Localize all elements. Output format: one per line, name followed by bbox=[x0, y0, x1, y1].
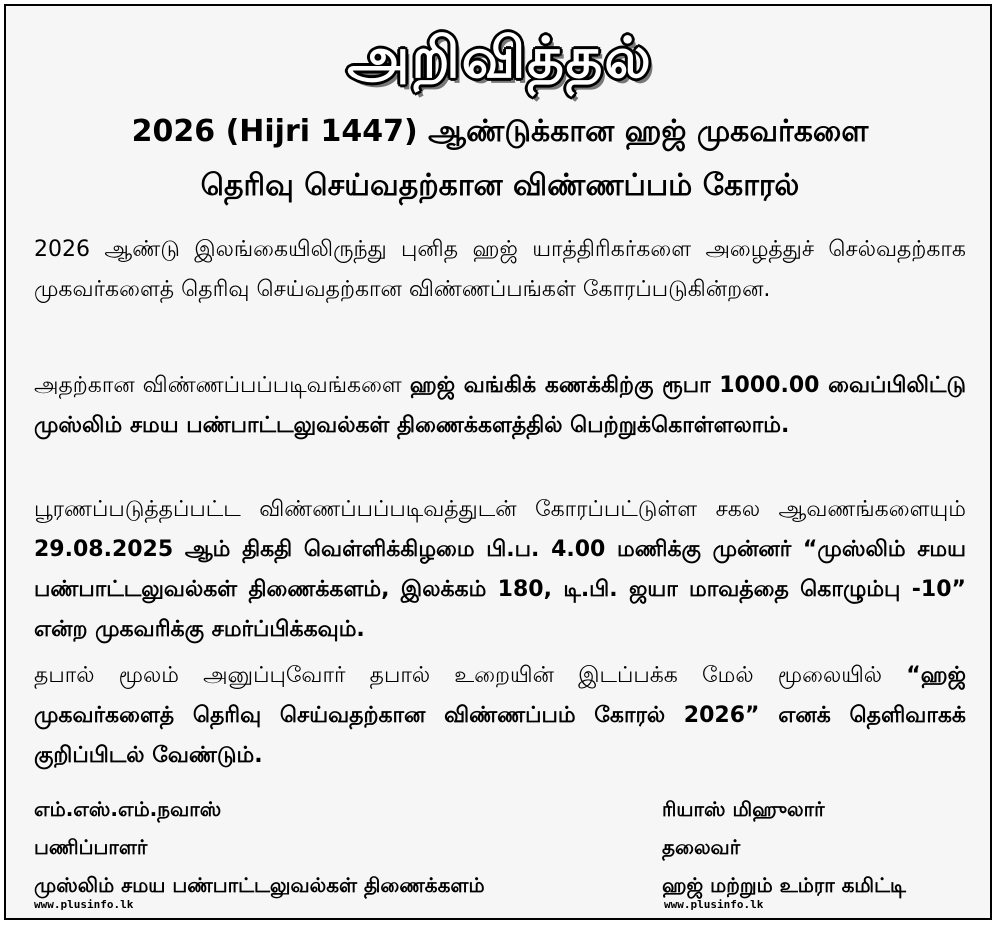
signatory-chairman bbox=[662, 790, 906, 904]
notice-title: அறிவித்தல் bbox=[347, 26, 653, 91]
signatory-chairman-org: ஹஜ் மற்றும் உம்ரா கமிட்டி bbox=[662, 873, 906, 897]
paragraph-intro: 2026 ஆண்டு இலங்கையிலிருந்து புனித ஹஜ் யாத்திரிகர்களை அழைத்துச் செல்வதற்காக முகவர்களைத் தெரிவு செய்வதற்கான விண்ணப்பங்கள் கோரப்படுகின்றன. bbox=[34, 237, 966, 302]
watermark-url-left: www.plusinfo.lk bbox=[34, 898, 134, 911]
notice-subtitle-line-1: 2026 (Hijri 1447) ஆண்டுக்கான ஹஜ் முகவர்களை bbox=[131, 114, 869, 149]
paragraph-submission bbox=[34, 490, 966, 650]
notice-subtitle-line-2: தெரிவு செய்வதற்கான விண்ணப்பம் கோரல் bbox=[200, 168, 800, 203]
paragraph-postal-text: தபால் மூலம் அனுப்புவோர் தபால் உறையின் இடப்பக்க மேல் மூலையில் bbox=[34, 663, 907, 688]
paragraph-application-forms bbox=[34, 366, 966, 446]
signatory-director-org: முஸ்லிம் சமய பண்பாட்டலுவல்கள் திணைக்களம் bbox=[34, 873, 485, 897]
signatory-chairman-role: தலைவர் bbox=[662, 835, 741, 859]
signatory-director-name: எம்.எஸ்.எம்.நவாஸ் bbox=[34, 797, 222, 821]
paragraph-application-forms-bold: ஹஜ் வங்கிக் கணக்கிற்கு ரூபா 1000.00 வைப்பிலிட்டு முஸ்லிம் சமய பண்பாட்டலுவல்கள் திணைக்களத்தில் பெற்றுக்கொள்ளலாம். bbox=[34, 373, 966, 438]
signatory-chairman-name: ரியாஸ் மிஹுலார் bbox=[662, 797, 825, 821]
paragraph-application-forms-text: அதற்கான விண்ணப்பப்படிவங்களை bbox=[34, 373, 410, 398]
paragraph-submission-bold: 29.08.2025 ஆம் திகதி வெள்ளிக்கிழமை பி.ப. 4.00 மணிக்கு முன்னர் “முஸ்லிம் சமய பண்பாட்டலுவல்கள் திணைக்களம், இலக்கம் 180, டி.பி. ஜயா மாவத்தை கொழும்பு -10” என்ற முகவரிக்கு சமர்ப்பிக்கவும். bbox=[34, 537, 966, 642]
watermark-url-right: www.plusinfo.lk bbox=[664, 898, 764, 911]
paragraph-postal-bold: “ஹஜ் முகவர்களைத் தெரிவு செய்வதற்கான விண்ணப்பம் கோரல் 2026” எனக் தெளிவாகக் குறிப்பிடல் வேண்டும். bbox=[34, 663, 966, 768]
paragraph-postal-instructions bbox=[34, 656, 966, 776]
signatory-director bbox=[34, 790, 485, 904]
paragraph-submission-text: பூரணப்படுத்தப்பட்ட விண்ணப்பப்படிவத்துடன் கோரப்பட்டுள்ள சகல ஆவணங்களையும் bbox=[34, 497, 966, 522]
signatory-director-role: பணிப்பாளர் bbox=[34, 835, 148, 859]
